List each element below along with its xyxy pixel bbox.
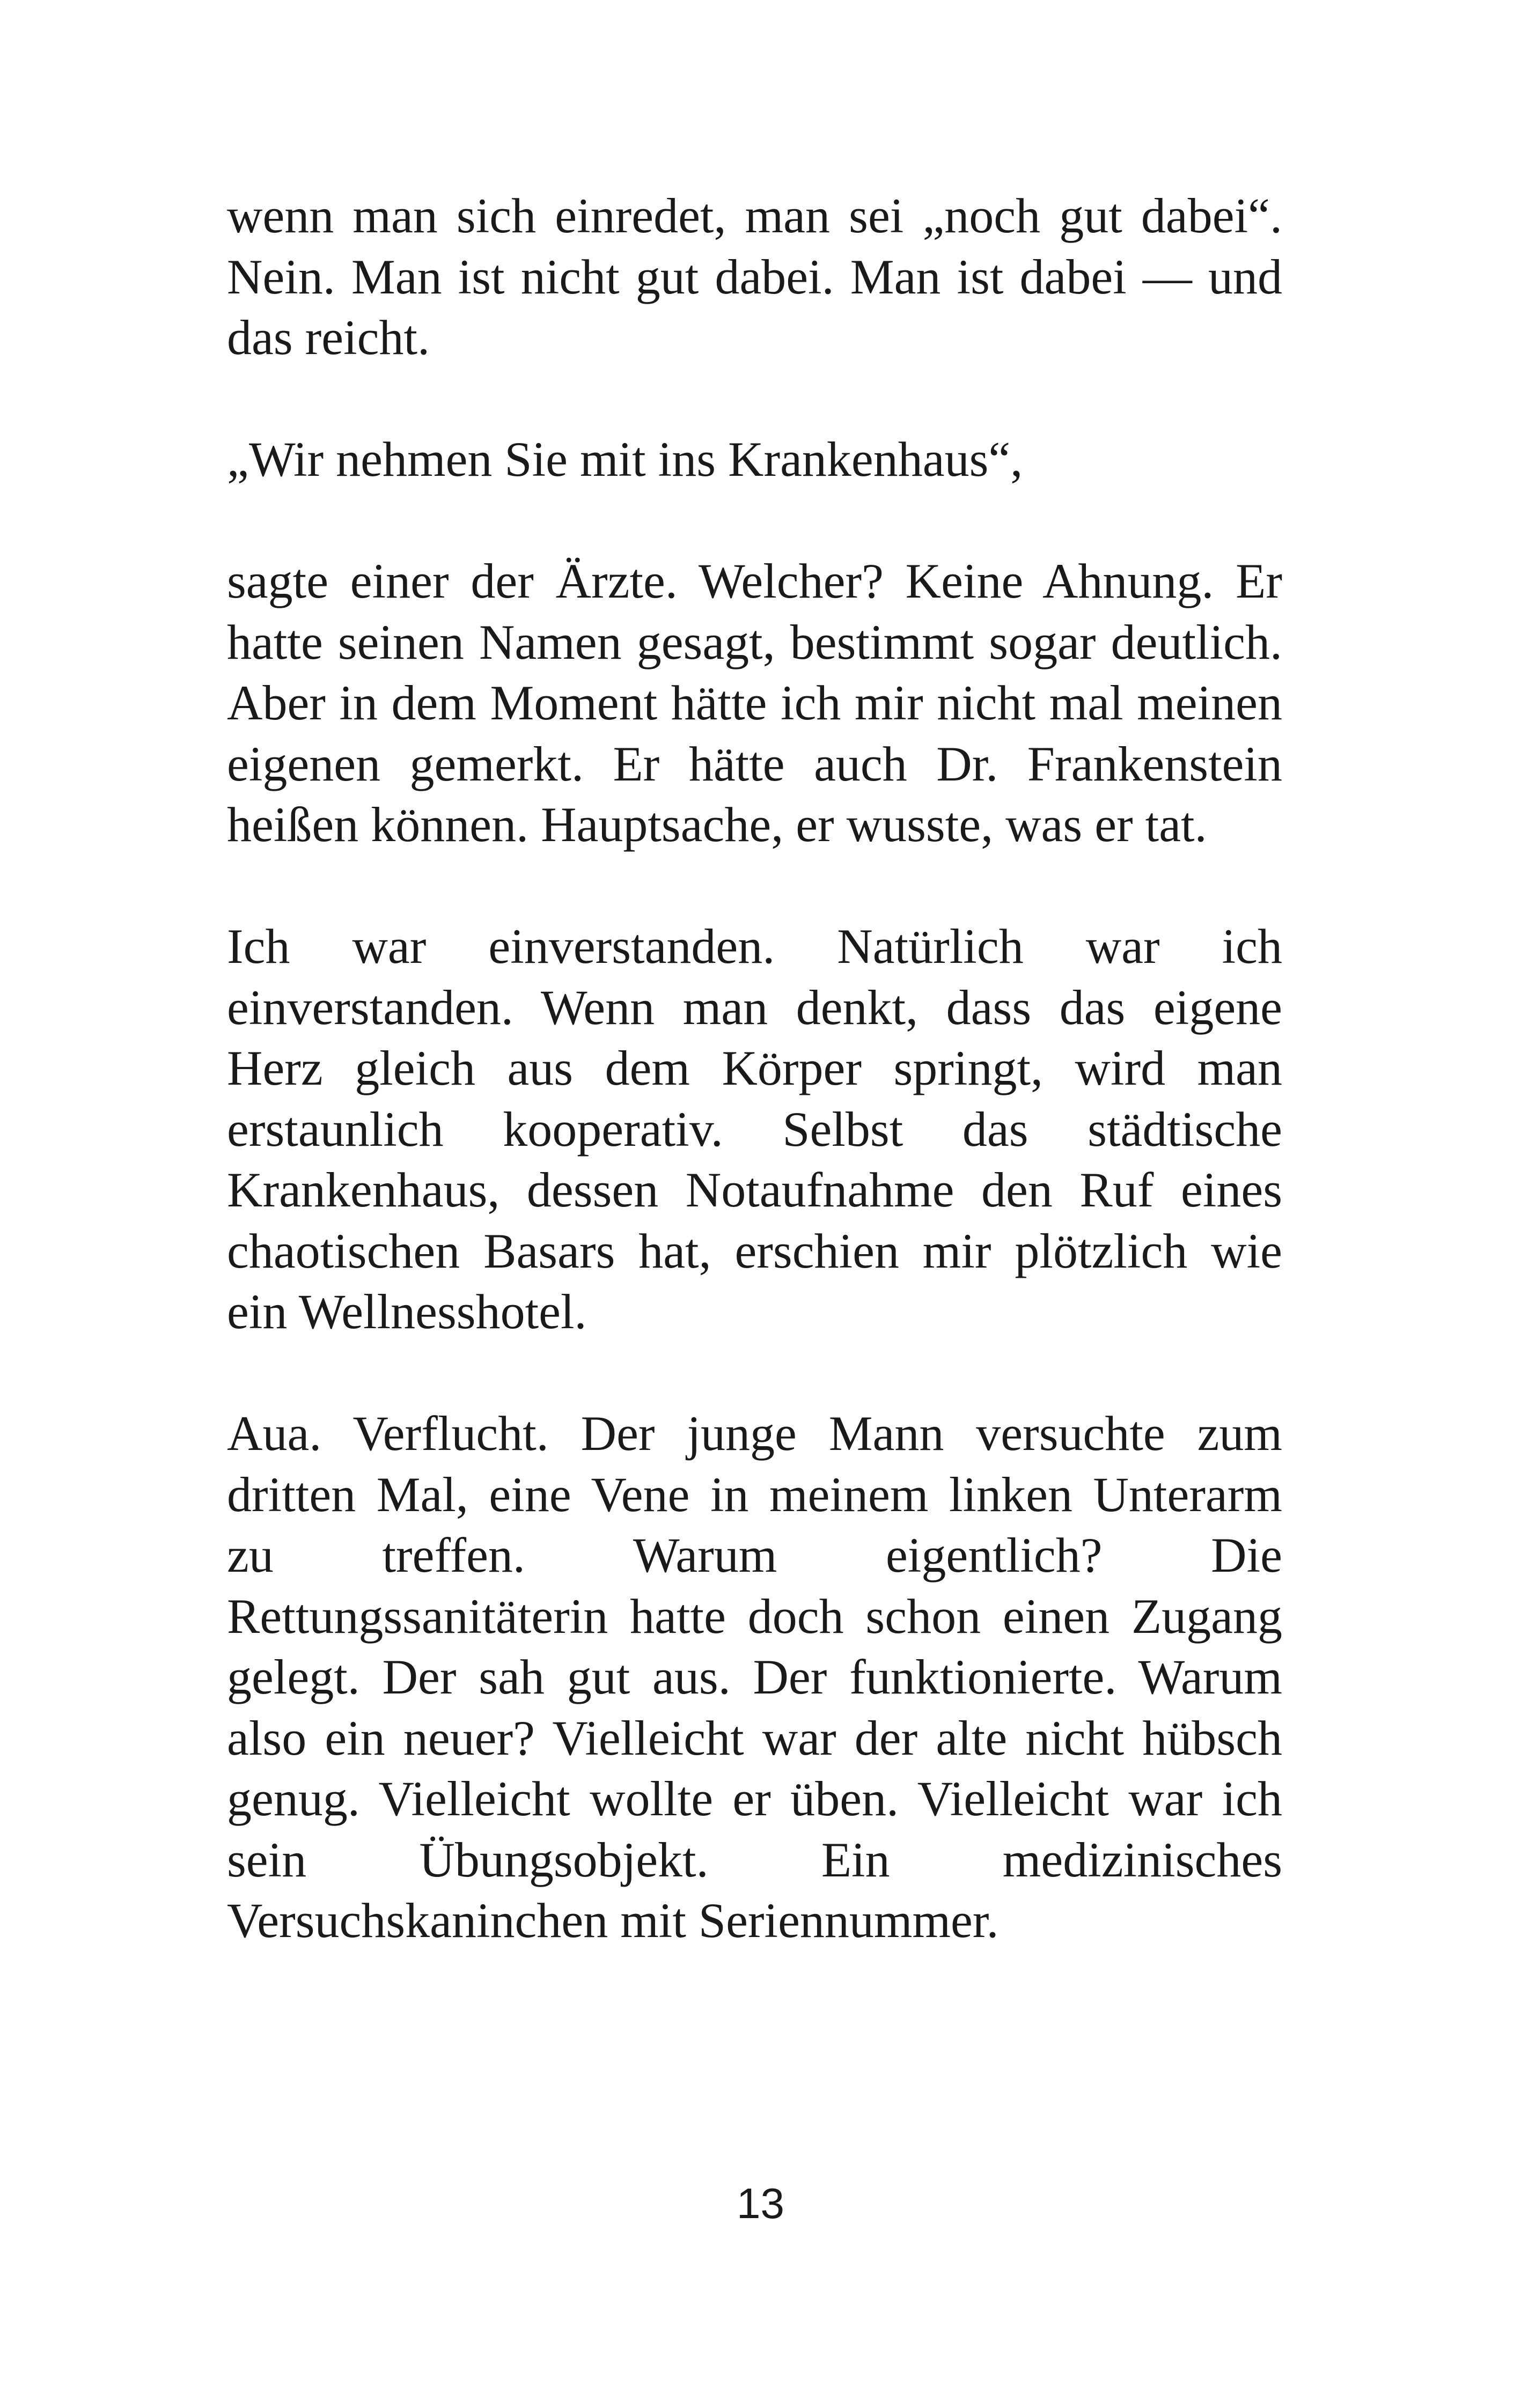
paragraph-2-quote: „Wir nehmen Sie mit ins Krankenhaus“, bbox=[227, 432, 1023, 487]
paragraph-5: Aua. Verflucht. Der junge Mann versuchte zum dritten Mal, eine Vene in meinem linken Unterarm zu treffen. Warum eigentlich? Die Rettungssanitäterin hatte doch schon einen Zugang gelegt. Der sah gut aus. Der funktionierte. Warum also ein neuer? Vielleicht war der alte nicht hübsch genug. Vielleicht wollte er üben. Vielleicht war ich sein Übungsobjekt. Ein medizinisches Versuchskaninchen mit Seriennummer. bbox=[227, 1406, 1282, 1948]
paragraph-1: wenn man sich einredet, man sei „noch gut dabei“. Nein. Man ist nicht gut dabei. Man ist dabei — und das reicht. bbox=[227, 188, 1282, 365]
paragraph-spacer bbox=[227, 490, 1282, 551]
paragraph-spacer bbox=[227, 369, 1282, 430]
paragraph-3: sagte einer der Ärzte. Welcher? Keine Ahnung. Er hatte seinen Namen gesagt, bestimmt sogar deutlich. Aber in dem Moment hätte ich mir nicht mal meinen eigenen gemerkt. Er hätte auch Dr. Frankenstein heißen können. Hauptsache, er wusste, was er tat. bbox=[227, 554, 1282, 852]
paragraph-spacer bbox=[227, 1343, 1282, 1404]
body-text bbox=[227, 186, 1282, 1952]
page-number: 13 bbox=[737, 2179, 784, 2227]
paragraph-spacer bbox=[227, 856, 1282, 917]
paragraph-4: Ich war einverstanden. Natürlich war ich einverstanden. Wenn man denkt, dass das eigene Herz gleich aus dem Körper springt, wird man erstaunlich kooperativ. Selbst das städtische Krankenhaus, dessen Notaufnahme den Ruf eines chaotischen Basars hat, erschien mir plötzlich wie ein Wellnesshotel. bbox=[227, 919, 1282, 1339]
